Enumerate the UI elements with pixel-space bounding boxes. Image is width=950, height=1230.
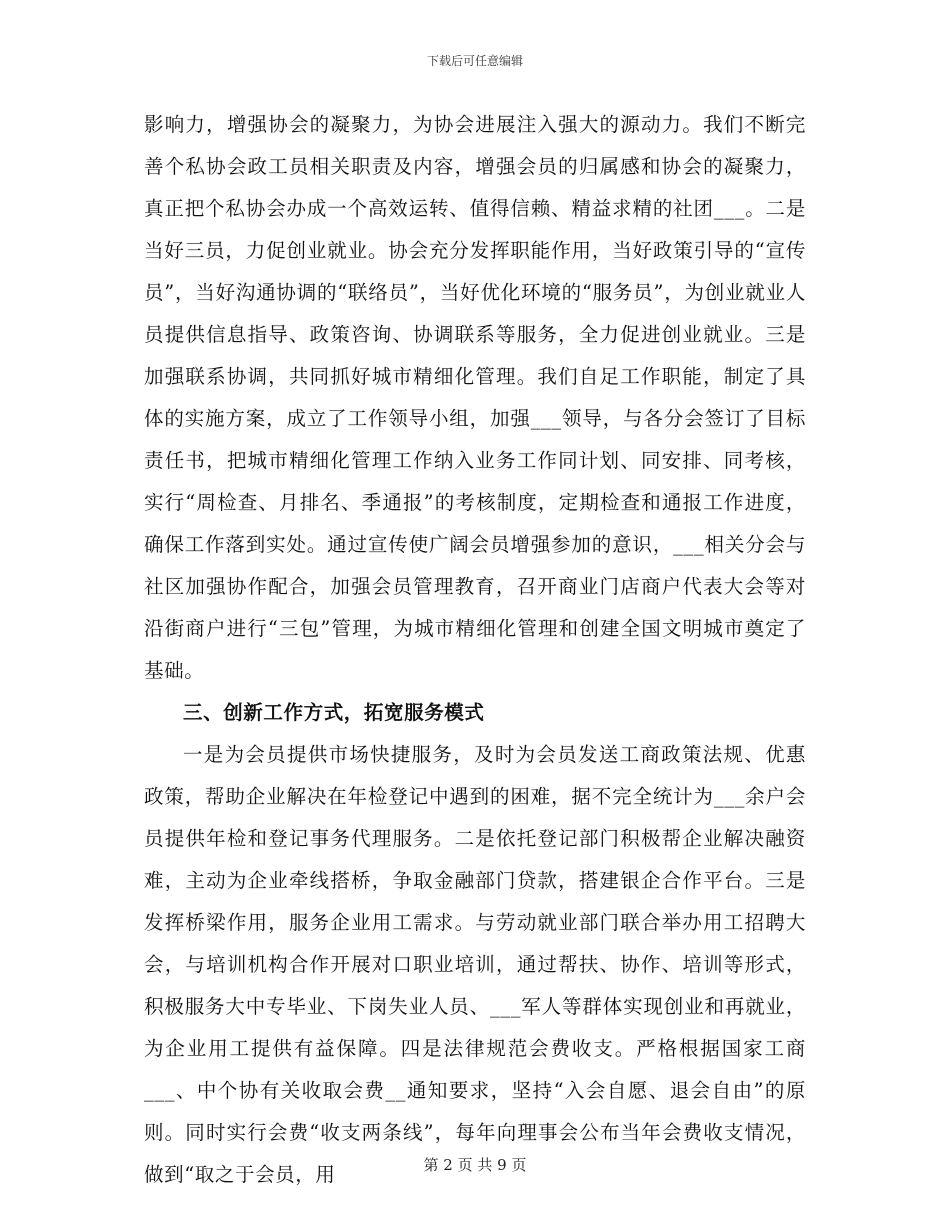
document-body: [144, 104, 806, 1196]
body-paragraph-section-3: 一是为会员提供市场快捷服务，及时为会员发送工商政策法规、优惠政策，帮助企业解决在年检登记中遇到的困难，据不完全统计为___余户会员提供年检和登记事务代理服务。二是依托登记部门积极帮企业解决融资难，主动为企业牵线搭桥，争取金融部门贷款，搭建银企合作平台。三是发挥桥梁作用，服务企业用工需求。与劳动就业部门联合举办用工招聘大会，与培训机构合作开展对口职业培训，通过帮扶、协作、培训等形式，积极服务大中专毕业、下岗失业人员、___军人等群体实现创业和再就业，为企业用工提供有益保障。四是法律规范会费收支。严格根据国家工商___、中个协有关收取会费__通知要求，坚持“入会自愿、退会自由”的原则。同时实行会费“收支两条线”，每年向理事会公布当年会费收支情况，做到“取之于会员，用: [144, 743, 806, 1186]
body-paragraph-continued: 影响力，增强协会的凝聚力，为协会进展注入强大的源动力。我们不断完善个私协会政工员相关职责及内容，增强会员的归属感和协会的凝聚力，真正把个私协会办成一个高效运转、值得信赖、精益求精的社团___。二是当好三员，力促创业就业。协会充分发挥职能作用，当好政策引导的“宣传员”，当好沟通协调的“联络员”，当好优化环境的“服务员”，为创业就业人员提供信息指导、政策咨询、协调联系等服务，全力促进创业就业。三是加强联系协调，共同抓好城市精细化管理。我们自足工作职能，制定了具体的实施方案，成立了工作领导小组，加强___领导，与各分会签订了目标责任书，把城市精细化管理工作纳入业务工作同计划、同安排、同考核，实行“周检查、月排名、季通报”的考核制度，定期检查和通报工作进度，确保工作落到实处。通过宣传使广阔会员增强参加的意识，___相关分会与社区加强协作配合，加强会员管理教育，召开商业门店商户代表大会等对沿街商户进行“三包”管理，为城市精细化管理和创建全国文明城市奠定了基础。: [144, 113, 806, 682]
page-header-note: 下载后可任意编辑: [426, 54, 523, 68]
section-heading-3: 三、创新工作方式，拓宽服务模式: [183, 701, 485, 724]
page-number: 第 2 页 共 9 页: [423, 1156, 527, 1174]
